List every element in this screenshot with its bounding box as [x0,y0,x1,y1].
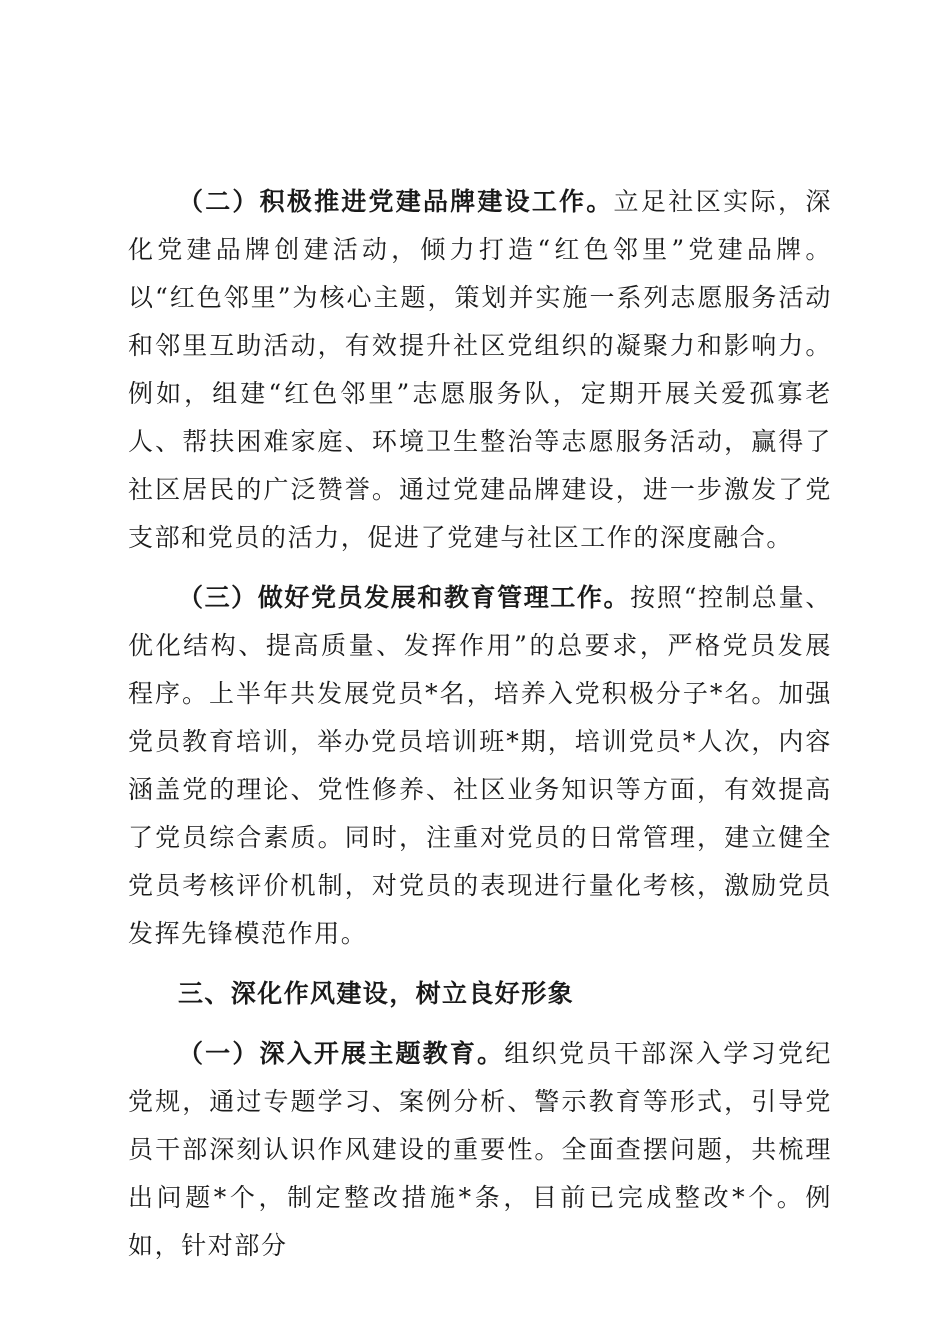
paragraph-lead: （一）深入开展主题教育。 [178,1039,505,1068]
paragraph-text: 按照“控制总量、优化结构、提高质量、发挥作用”的总要求，严格党员发展程序。上半年共发展党员*名，培养入党积极分子*名。加强党员教育培训，举办党员培训班*期，培训党员*人次，内容涵盖党的理论、党性修养、社区业务知识等方面，有效提高了党员综合素质。同时，注重对党员的日常管理，建立健全党员考核评价机制，对党员的表现进行量化考核，激励党员发挥先锋模范作用。 [128,583,832,948]
paragraph-member-development [128,574,832,958]
paragraph-theme-education [128,1030,832,1270]
paragraph-party-brand [128,178,832,562]
paragraph-lead: （三）做好党员发展和教育管理工作。 [178,583,631,612]
section-heading: 三、深化作风建设，树立良好形象 [178,979,575,1008]
document-body [128,178,832,1270]
paragraph-text: 立足社区实际，深化党建品牌创建活动，倾力打造“红色邻里”党建品牌。以“红色邻里”为核心主题，策划并实施一系列志愿服务活动和邻里互助活动，有效提升社区党组织的凝聚力和影响力。例如，组建“红色邻里”志愿服务队，定期开展关爱孤寡老人、帮扶困难家庭、环境卫生整治等志愿服务活动，赢得了社区居民的广泛赞誉。通过党建品牌建设，进一步激发了党支部和党员的活力，促进了党建与社区工作的深度融合。 [128,187,832,552]
paragraph-lead: （二）积极推进党建品牌建设工作。 [178,187,614,216]
paragraph-text: 组织党员干部深入学习党纪党规，通过专题学习、案例分析、警示教育等形式，引导党员干部深刻认识作风建设的重要性。全面查摆问题，共梳理出问题*个，制定整改措施*条，目前已完成整改*个。例如，针对部分 [128,1039,832,1260]
